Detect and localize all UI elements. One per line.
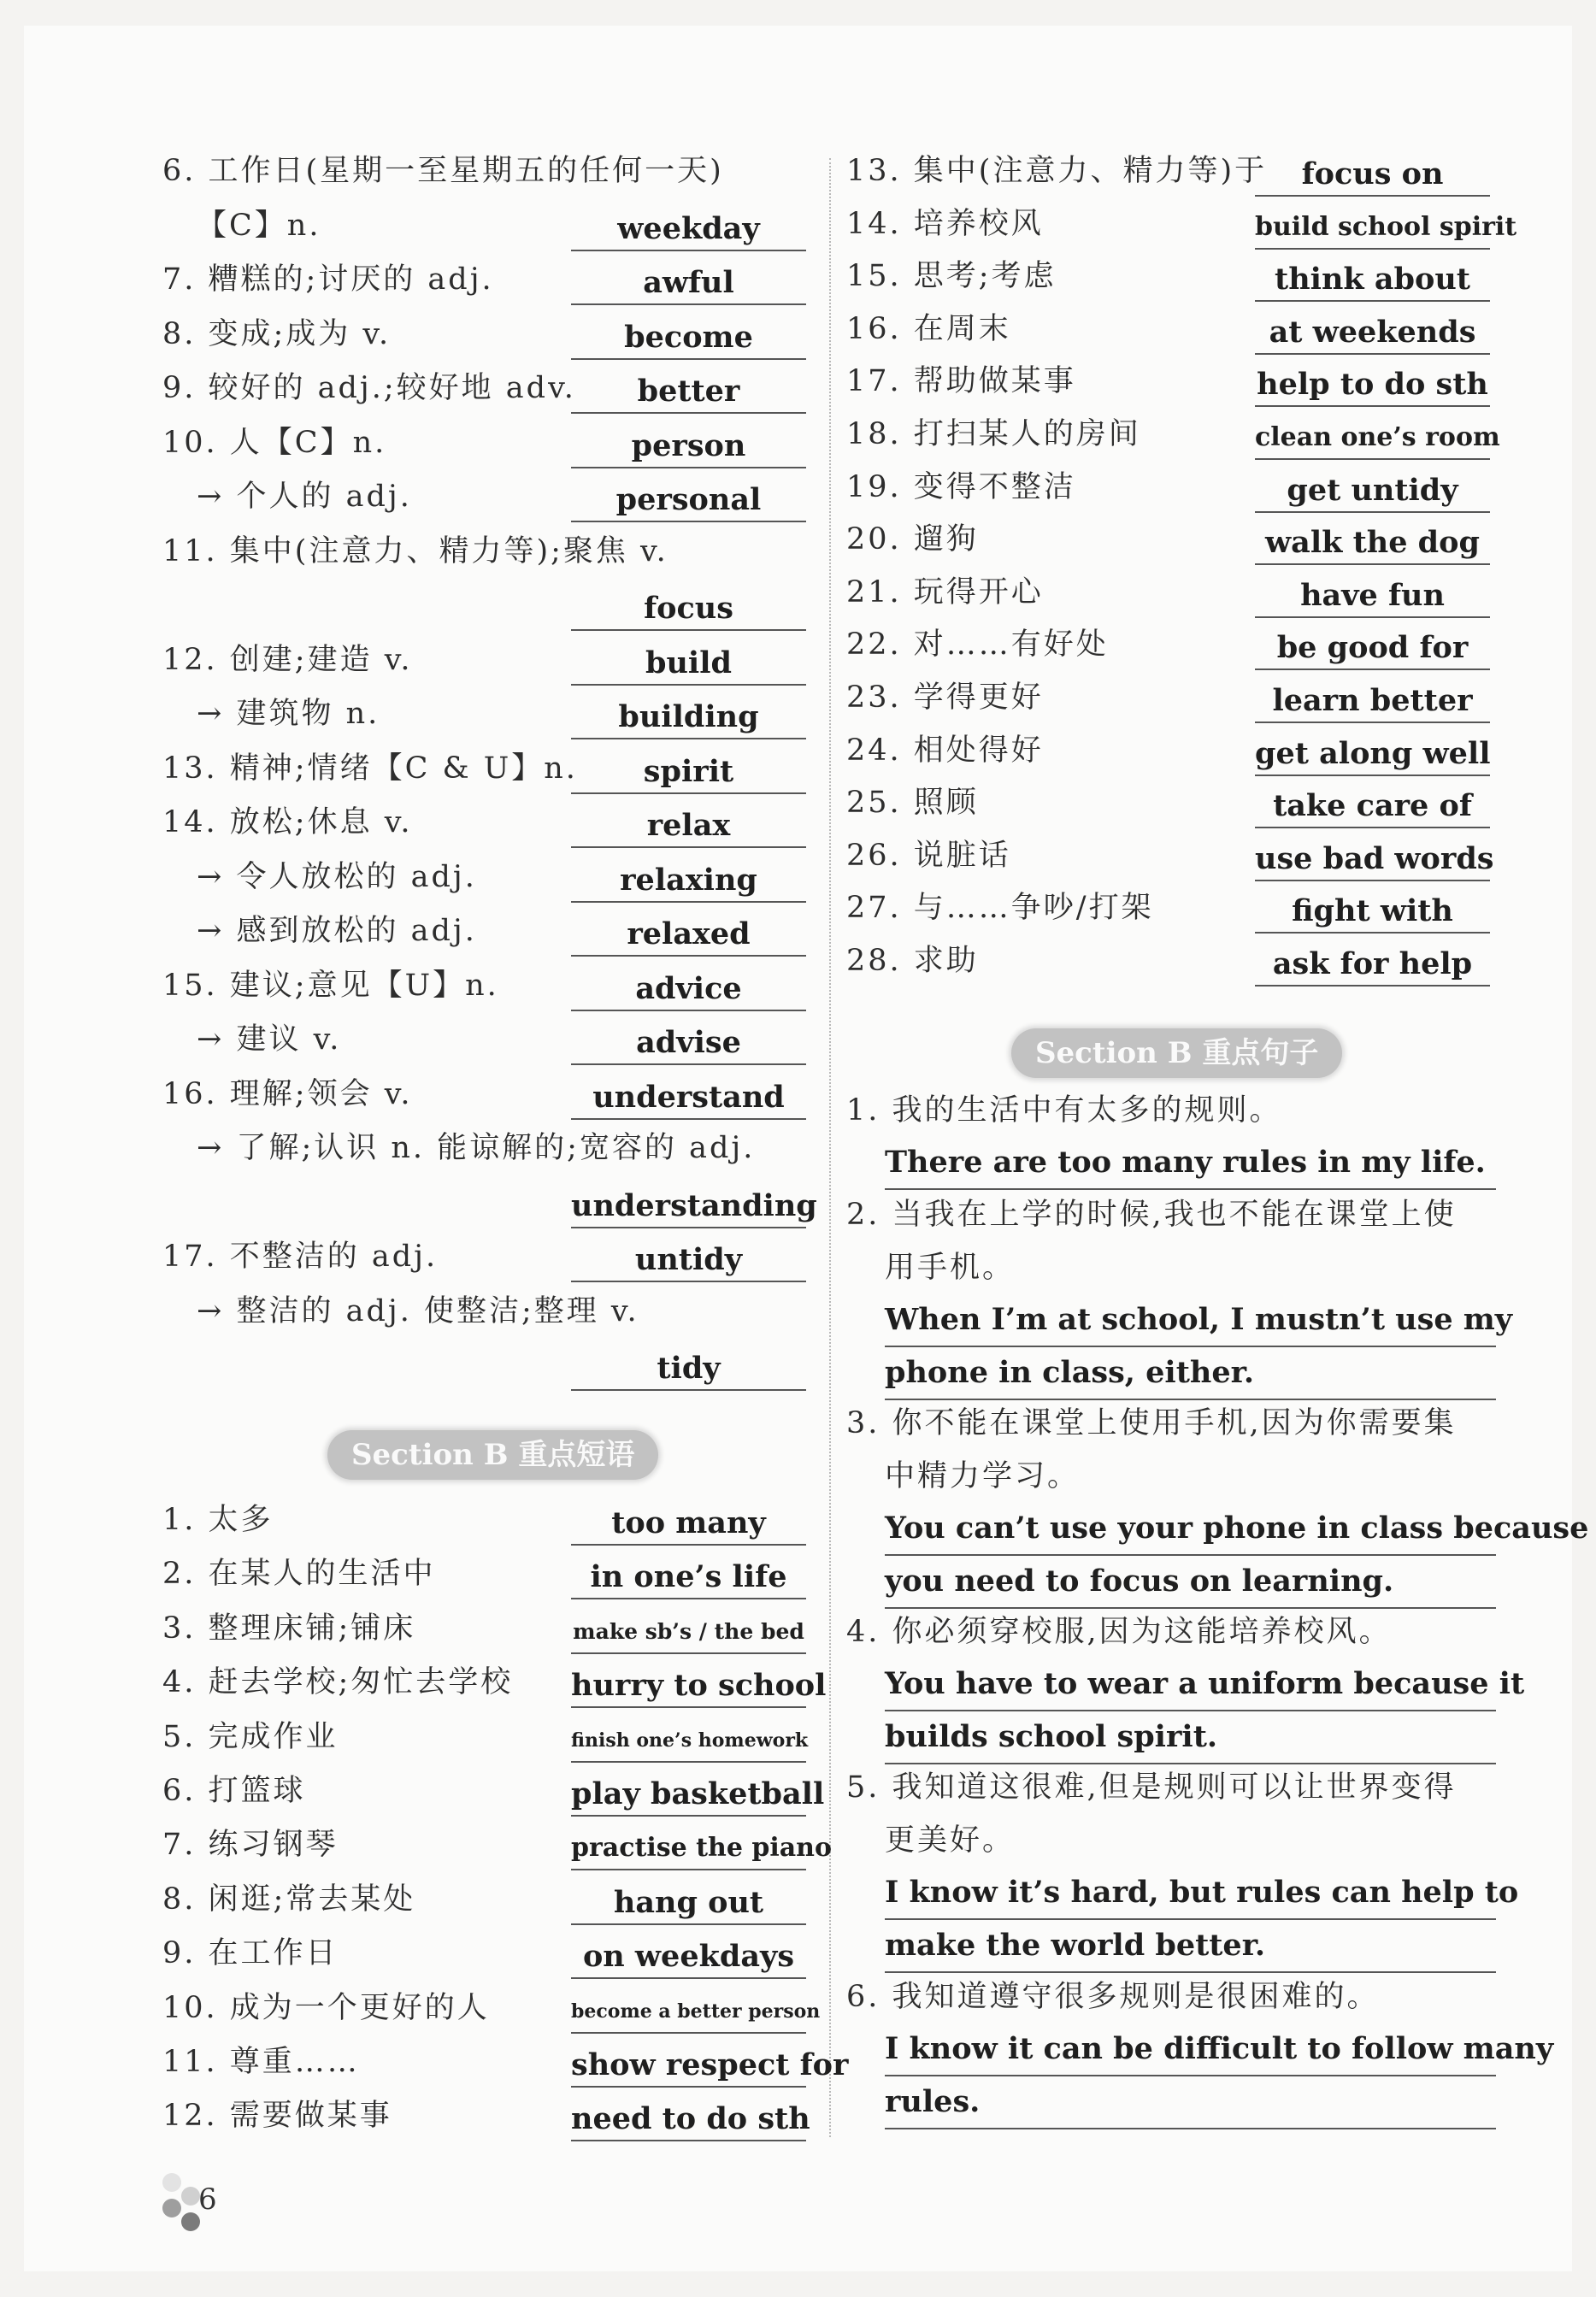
sentence-chinese-line: 3. 你不能在课堂上使用手机,因为你需要集 [846, 1406, 1457, 1440]
answer-blank: advise [571, 1022, 806, 1065]
vocab-row [162, 1715, 809, 1763]
chinese-prompt: 21. 玩得开心 [846, 574, 1044, 610]
answer-blank: tidy [571, 1348, 806, 1391]
chinese-prompt: 28. 求助 [846, 944, 979, 978]
vocab-row [162, 855, 806, 903]
vocab-row [846, 202, 1517, 250]
sentence-chinese-line: 5. 我知道这很难,但是规则可以让世界变得 [846, 1770, 1457, 1805]
chinese-prompt: 14. 培养校风 [846, 206, 1044, 241]
answer-blank: walk the dog [1255, 522, 1490, 565]
vocab-row [162, 1181, 817, 1228]
answer-blank: person [571, 426, 806, 468]
answer-blank: weekday [571, 209, 806, 251]
sentence-chinese-line: 4. 你必须穿校服,因为这能培养校风。 [846, 1615, 1392, 1649]
chinese-prompt: → 个人的 adj. [197, 480, 412, 514]
sentence-chinese-line: 中精力学习。 [885, 1459, 1081, 1493]
chinese-prompt: → 了解;认识 n. 能谅解的;宽容的 adj. [197, 1131, 756, 1165]
chinese-prompt: 24. 相处得好 [846, 733, 1044, 768]
chinese-prompt: → 建筑物 n. [197, 697, 380, 731]
chinese-prompt: 4. 赶去学校;匆忙去学校 [162, 1665, 514, 1700]
chinese-prompt: 25. 照顾 [846, 786, 979, 821]
answer-blank: better [571, 371, 806, 414]
sentence-english [885, 1137, 1496, 1190]
chinese-prompt: 15. 建议;意见【U】n. [162, 968, 499, 1003]
answer-blank: focus [571, 588, 806, 631]
answer-blank: at weekends [1255, 312, 1490, 355]
chinese-prompt: 22. 对……有好处 [846, 627, 1109, 663]
sentence-chinese [846, 1397, 1496, 1503]
chinese-prompt: 19. 变得不整洁 [846, 469, 1076, 504]
answer-blank: build school spirit [1255, 207, 1490, 250]
vocab-row [162, 746, 806, 794]
chinese-prompt: 17. 帮助做某事 [846, 364, 1076, 399]
answer-blank: become [571, 317, 806, 360]
phrases-section-title: Section B 重点短语 [327, 1430, 658, 1480]
vocab-row [162, 1072, 806, 1120]
sentence-english-line: I know it’s hard, but rules can help to [885, 1867, 1496, 1920]
chinese-prompt: 10. 人【C】n. [162, 425, 387, 460]
vocab-row [846, 517, 1490, 565]
vocab-row [846, 412, 1500, 460]
vocab-row [162, 1660, 827, 1708]
chinese-prompt: 5. 完成作业 [162, 1719, 339, 1754]
chinese-prompt: 6. 打篮球 [162, 1774, 306, 1808]
sentence-english-line: you need to focus on learning. [885, 1556, 1496, 1609]
answer-blank: hang out [571, 1882, 806, 1925]
answer-blank: hurry to school [571, 1665, 806, 1708]
vocab-row [162, 1823, 832, 1870]
answer-blank: awful [571, 262, 806, 305]
vocab-row [162, 421, 806, 468]
sentence-english-line: make the world better. [885, 1920, 1496, 1973]
sentence-chinese [846, 1761, 1496, 1867]
answer-blank: need to do sth [571, 2099, 806, 2141]
answer-blank: be good for [1255, 627, 1490, 670]
sentence-english-line: You have to wear a uniform because it [885, 1658, 1496, 1711]
vocab-row [846, 939, 1490, 987]
sentence-chinese [846, 1605, 1496, 1658]
vocab-row [162, 203, 806, 251]
sentence-english [885, 2023, 1554, 2129]
sentence-english [885, 1658, 1525, 1764]
answer-blank: personal [571, 480, 806, 522]
answer-blank: have fun [1255, 575, 1490, 618]
chinese-prompt: → 令人放松的 adj. [197, 859, 477, 894]
vocab-row [846, 780, 1490, 828]
chinese-prompt: 11. 集中(注意力、精力等);聚焦 v. [162, 533, 668, 568]
hexagon-decoration-icon [162, 2199, 181, 2217]
sentence-chinese [846, 1084, 1496, 1137]
vocab-row [162, 2094, 810, 2141]
chinese-prompt: 8. 闲逛;常去某处 [162, 1882, 416, 1917]
chinese-prompt: → 整洁的 adj. 使整洁;整理 v. [197, 1293, 639, 1328]
answer-blank: relax [571, 805, 806, 848]
vocab-row [846, 622, 1490, 670]
vocab-row [162, 909, 806, 957]
answer-blank: relaxing [571, 860, 806, 903]
sentence-chinese [846, 1188, 1496, 1294]
chinese-prompt: 20. 遛狗 [846, 522, 979, 557]
answer-blank: get untidy [1255, 470, 1490, 513]
answer-blank: untidy [571, 1240, 806, 1282]
vocab-row [162, 257, 806, 305]
sentence-chinese-line: 6. 我知道遵守很多规则是很困难的。 [846, 1980, 1380, 2014]
sentence-english [885, 1867, 1519, 1973]
chinese-prompt: 【C】n. [197, 208, 321, 243]
sentence-english-line: rules. [885, 2076, 1496, 2129]
chinese-prompt: 8. 变成;成为 v. [162, 316, 392, 351]
chinese-prompt: 2. 在某人的生活中 [162, 1557, 436, 1592]
chinese-prompt: 9. 在工作日 [162, 1936, 339, 1971]
chinese-prompt: 18. 打扫某人的房间 [846, 417, 1141, 451]
sentences-section-title: Section B 重点句子 [1011, 1028, 1342, 1078]
chinese-prompt: 11. 尊重…… [162, 2045, 360, 2079]
sentence-english [885, 1294, 1513, 1400]
vocab-row [846, 149, 1490, 197]
vocab-row [162, 312, 806, 360]
sentence-english-line: builds school spirit. [885, 1711, 1496, 1764]
answer-blank: play basketball [571, 1774, 806, 1817]
hexagon-decoration-icon [181, 2212, 200, 2231]
vocab-row [162, 1234, 806, 1282]
answer-blank: spirit [571, 751, 806, 794]
answer-blank: relaxed [571, 914, 806, 957]
answer-blank: use bad words [1255, 839, 1490, 881]
answer-blank: advice [571, 969, 806, 1011]
answer-blank: become a better person [571, 1991, 806, 2034]
chinese-prompt: 12. 需要做某事 [162, 2099, 392, 2134]
vocab-row [162, 1498, 806, 1546]
vocab-row [162, 1769, 825, 1817]
vocab-row [846, 886, 1490, 934]
chinese-prompt: 13. 集中(注意力、精力等)于 [846, 154, 1268, 188]
page-number: 6 [198, 2182, 217, 2217]
vocab-row [162, 1343, 806, 1391]
vocab-row [162, 366, 806, 414]
chinese-prompt: 12. 创建;建造 v. [162, 642, 413, 677]
vocab-row [846, 728, 1490, 776]
vocab-row [162, 529, 806, 577]
vocab-row [162, 1017, 806, 1065]
answer-blank: in one’s life [571, 1557, 806, 1599]
vocab-row [162, 2040, 849, 2088]
answer-blank: build [571, 643, 806, 686]
answer-blank: understand [571, 1077, 806, 1120]
answer-blank: understanding [571, 1186, 806, 1228]
chinese-prompt: 6. 工作日(星期一至星期五的任何一天) [162, 154, 724, 188]
sentence-chinese-line: 2. 当我在上学的时候,我也不能在课堂上使 [846, 1198, 1457, 1232]
vocab-row [846, 465, 1490, 513]
vocab-row [846, 570, 1490, 618]
answer-blank: help to do sth [1255, 364, 1490, 407]
sentence-chinese-line: 1. 我的生活中有太多的规则。 [846, 1093, 1282, 1128]
answer-blank: practise the piano [571, 1828, 806, 1870]
vocab-row [162, 1606, 806, 1654]
answer-blank: get along well [1255, 733, 1490, 776]
chinese-prompt: 7. 练习钢琴 [162, 1828, 339, 1863]
chinese-prompt: 1. 太多 [162, 1503, 274, 1537]
sentence-english-line: You can’t use your phone in class because [885, 1503, 1496, 1556]
vocab-row [846, 833, 1494, 881]
sentence-chinese-line: 更美好。 [885, 1823, 1016, 1858]
chinese-prompt: 15. 思考;考虑 [846, 259, 1057, 294]
answer-blank: finish one’s homework [571, 1720, 806, 1763]
vocab-row [162, 1289, 806, 1337]
answer-blank: building [571, 697, 806, 739]
chinese-prompt: 26. 说脏话 [846, 838, 1011, 873]
answer-blank: take care of [1255, 786, 1490, 828]
sentence-chinese [846, 1970, 1496, 2023]
chinese-prompt: 10. 成为一个更好的人 [162, 1990, 490, 2025]
vocab-row [162, 963, 806, 1011]
answer-blank: fight with [1255, 891, 1490, 934]
chinese-prompt: → 建议 v. [197, 1022, 342, 1057]
vocab-row [162, 1552, 806, 1599]
answer-blank: focus on [1255, 154, 1490, 197]
chinese-prompt: 16. 在周末 [846, 311, 1011, 346]
vocab-row [162, 583, 806, 631]
answer-blank: learn better [1255, 680, 1490, 723]
hexagon-decoration-icon [162, 2173, 181, 2192]
answer-blank: make sb’s / the bed [571, 1611, 806, 1654]
vocab-row [162, 692, 806, 739]
chinese-prompt: 7. 糟糕的;讨厌的 adj. [162, 262, 494, 297]
vocab-row [162, 474, 806, 522]
sentence-english [885, 1503, 1589, 1609]
chinese-prompt: 23. 学得更好 [846, 680, 1044, 715]
vocab-row [162, 1931, 806, 1979]
chinese-prompt: 27. 与……争吵/打架 [846, 891, 1154, 926]
hexagon-decoration-icon [181, 2187, 200, 2206]
answer-blank: show respect for [571, 2045, 806, 2088]
answer-blank: too many [571, 1503, 806, 1546]
chinese-prompt: 16. 理解;领会 v. [162, 1076, 413, 1111]
sentence-english-line: When I’m at school, I mustn’t use my [885, 1294, 1496, 1347]
vocab-row [846, 254, 1490, 302]
sentence-english-line: There are too many rules in my life. [885, 1137, 1496, 1190]
answer-blank: think about [1255, 259, 1490, 302]
answer-blank: on weekdays [571, 1936, 806, 1979]
answer-blank: clean one’s room [1255, 417, 1490, 460]
vocab-row [162, 1126, 806, 1174]
chinese-prompt: 14. 放松;休息 v. [162, 805, 413, 839]
vocab-row [162, 1877, 806, 1925]
vocab-row [846, 307, 1490, 355]
vocab-row [162, 149, 806, 197]
vocab-row [162, 638, 806, 686]
vocab-row [162, 1986, 821, 2034]
chinese-prompt: → 感到放松的 adj. [197, 914, 477, 948]
answer-blank: ask for help [1255, 944, 1490, 987]
sentence-english-line: phone in class, either. [885, 1347, 1496, 1400]
sentence-english-line: I know it can be difficult to follow many [885, 2023, 1496, 2076]
chinese-prompt: 3. 整理床铺;铺床 [162, 1611, 416, 1646]
vocab-row [162, 800, 806, 848]
vocab-row [846, 675, 1490, 723]
chinese-prompt: 9. 较好的 adj.;较好地 adv. [162, 371, 576, 405]
chinese-prompt: 13. 精神;情绪【C & U】n. [162, 751, 578, 786]
sentence-chinese-line: 用手机。 [885, 1251, 1016, 1285]
chinese-prompt: 17. 不整洁的 adj. [162, 1240, 439, 1274]
vocab-row [846, 359, 1490, 407]
